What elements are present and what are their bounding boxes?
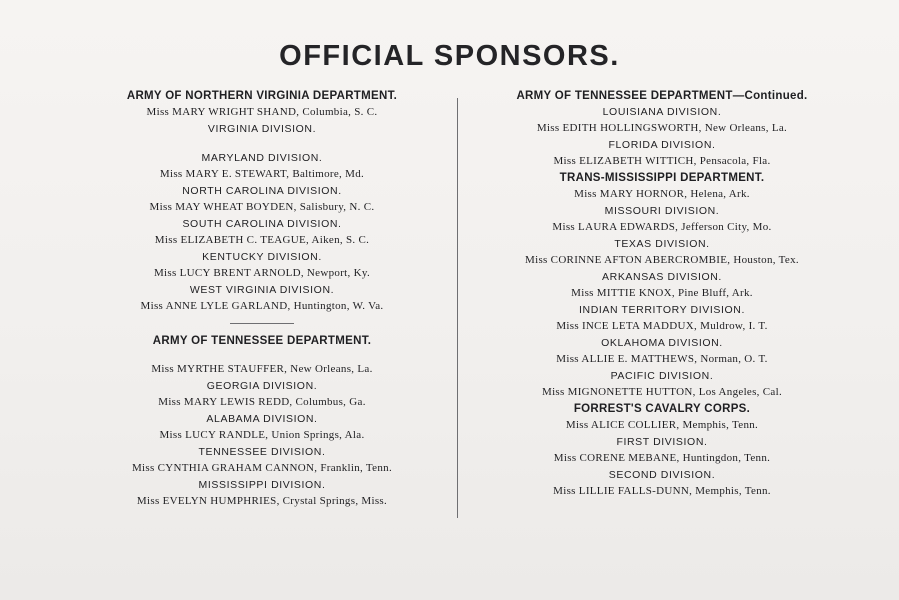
sponsor-entry: Miss ALLIE E. MATTHEWS, Norman, O. T. [556, 353, 768, 365]
division-heading: MARYLAND DIVISION. [201, 152, 323, 164]
division-heading: FLORIDA DIVISION. [608, 139, 716, 151]
sponsor-entry: Miss LUCY BRENT ARNOLD, Newport, Ky. [153, 267, 371, 279]
sponsor-entry: Miss MYRTHE STAUFFER, New Orleans, La. [151, 363, 373, 375]
division-heading: ARKANSAS DIVISION. [602, 271, 722, 283]
division-heading: PACIFIC DIVISION. [610, 370, 714, 382]
division-heading: MISSOURI DIVISION. [604, 205, 720, 217]
division-heading: KENTUCKY DIVISION. [202, 251, 322, 263]
sponsor-entry: Miss CORINNE AFTON ABERCROMBIE, Houston, Tex. [525, 254, 799, 266]
sponsor-entry: Miss ELIZABETH C. TEAGUE, Aiken, S. C. [154, 234, 370, 246]
sponsor-entry: Miss MAY WHEAT BOYDEN, Salisbury, N. C. [149, 201, 375, 213]
sponsor-entry: Miss LAURA EDWARDS, Jefferson City, Mo. [552, 221, 772, 233]
division-heading: SECOND DIVISION. [608, 469, 716, 481]
sponsor-entry: Miss MARY LEWIS REDD, Columbus, Ga. [158, 396, 366, 408]
division-heading: MISSISSIPPI DIVISION. [198, 479, 326, 491]
sponsor-entry: Miss MITTIE KNOX, Pine Bluff, Ark. [571, 287, 753, 299]
sponsor-entry: Miss CYNTHIA GRAHAM CANNON, Franklin, Tenn. [131, 462, 393, 474]
left-column [62, 88, 462, 510]
sponsor-entry: Miss CORENE MEBANE, Huntingdon, Tenn. [553, 452, 771, 464]
sponsor-entry: Miss LUCY RANDLE, Union Springs, Ala. [159, 429, 365, 441]
department-heading: FORREST'S CAVALRY CORPS. [573, 403, 751, 415]
division-heading: SOUTH CAROLINA DIVISION. [182, 218, 342, 230]
division-heading: OKLAHOMA DIVISION. [601, 337, 723, 349]
sponsor-entry: Miss MARY HORNOR, Helena, Ark. [574, 188, 750, 200]
department-heading: ARMY OF TENNESSEE DEPARTMENT—Continued. [516, 90, 808, 102]
sponsor-entry: Miss ALICE COLLIER, Memphis, Tenn. [565, 419, 759, 431]
division-heading: NORTH CAROLINA DIVISION. [182, 185, 342, 197]
sponsor-entry: Miss INCE LETA MADDUX, Muldrow, I. T. [556, 320, 768, 332]
sponsor-entry: Miss MARY E. STEWART, Baltimore, Md. [159, 168, 365, 180]
sponsor-entry: Miss ELIZABETH WITTICH, Pensacola, Fla. [553, 155, 771, 167]
section-divider [230, 323, 294, 324]
column-divider [457, 98, 458, 518]
division-heading: INDIAN TERRITORY DIVISION. [579, 304, 745, 316]
sponsor-entry: Miss LILLIE FALLS-DUNN, Memphis, Tenn. [553, 485, 771, 497]
department-heading: TRANS-MISSISSIPPI DEPARTMENT. [559, 172, 765, 184]
division-heading: LOUISIANA DIVISION. [602, 106, 722, 118]
sponsor-entry: Miss EDITH HOLLINGSWORTH, New Orleans, La. [536, 122, 788, 134]
department-heading: ARMY OF NORTHERN VIRGINIA DEPARTMENT. [126, 90, 398, 102]
division-heading: FIRST DIVISION. [616, 436, 708, 448]
right-column [462, 88, 862, 500]
sponsor-entry: Miss MARY WRIGHT SHAND, Columbia, S. C. [146, 106, 378, 118]
sponsor-entry: Miss ANNE LYLE GARLAND, Huntington, W. Va. [140, 300, 384, 312]
division-heading: ALABAMA DIVISION. [206, 413, 318, 425]
sponsor-entry: Miss MIGNONETTE HUTTON, Los Angeles, Cal. [541, 386, 783, 398]
division-heading: TENNESSEE DIVISION. [198, 446, 326, 458]
page-title: OFFICIAL SPONSORS. [279, 40, 620, 72]
division-heading: VIRGINIA DIVISION. [207, 123, 317, 135]
division-heading: GEORGIA DIVISION. [206, 380, 318, 392]
department-heading: ARMY OF TENNESSEE DEPARTMENT. [152, 335, 372, 347]
sponsor-entry: Miss EVELYN HUMPHRIES, Crystal Springs, Miss. [136, 495, 388, 507]
division-heading: TEXAS DIVISION. [614, 238, 710, 250]
division-heading: WEST VIRGINIA DIVISION. [189, 284, 335, 296]
